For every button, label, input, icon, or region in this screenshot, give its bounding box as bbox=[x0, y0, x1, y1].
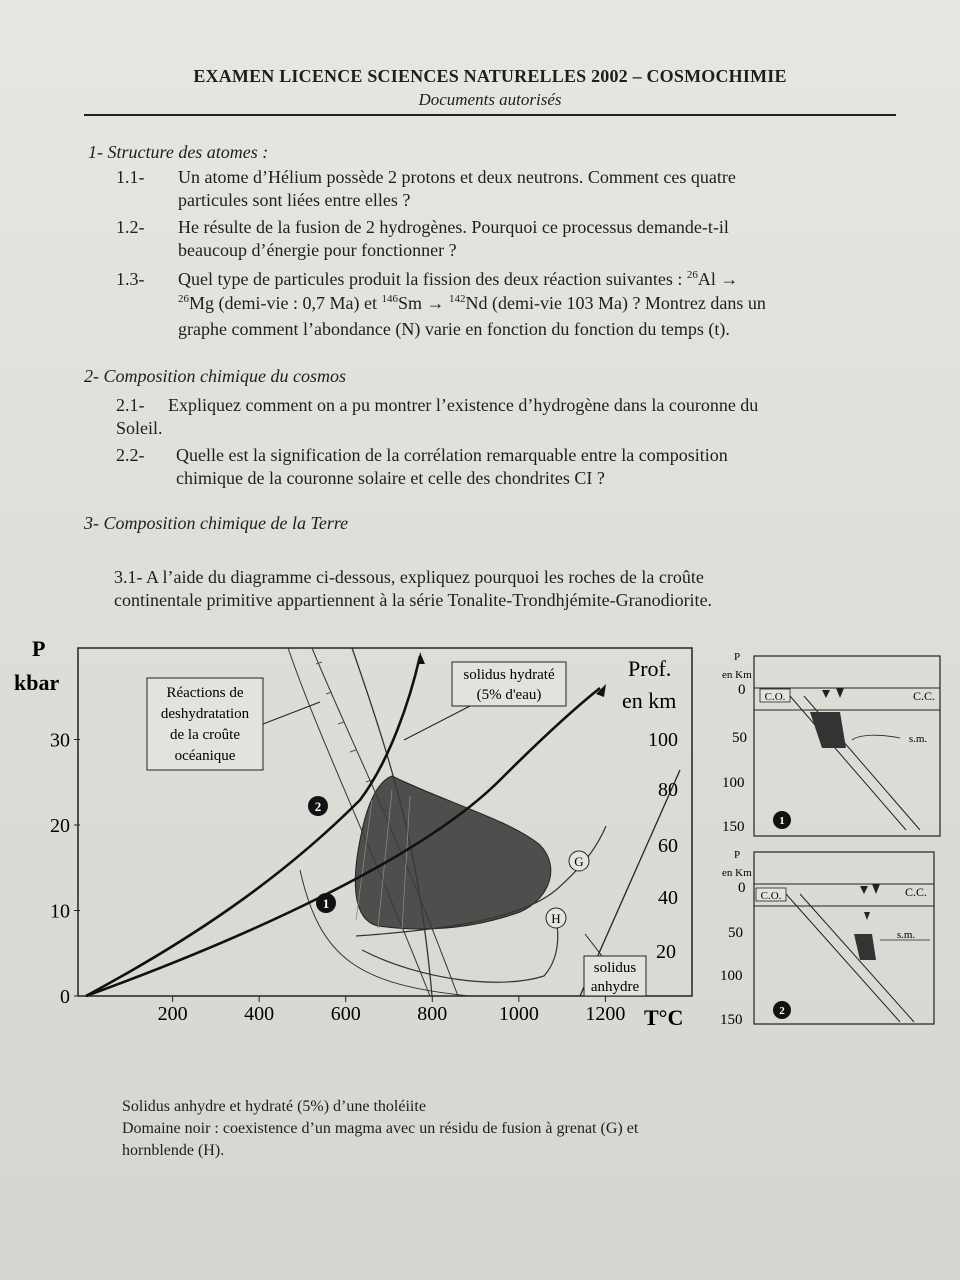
question-number: 1.1- bbox=[116, 167, 145, 187]
isotope-symbol: Al → bbox=[697, 269, 739, 289]
question-text-line: Expliquez comment on a pu montrer l’existence d’hydrogène dans la couronne du bbox=[168, 395, 759, 415]
x-tick-label: 200 bbox=[157, 1003, 188, 1025]
inset-number: 2 bbox=[779, 1005, 785, 1017]
continental-crust-label: C.C. bbox=[912, 689, 936, 703]
subducting-slab bbox=[786, 894, 914, 1022]
x-tick-label: 1000 bbox=[498, 1003, 539, 1025]
slab-melt-zone bbox=[810, 712, 846, 748]
depth-tick-label: 80 bbox=[658, 779, 678, 801]
subduction-inset-1 bbox=[722, 651, 940, 836]
dehydration-leader-line bbox=[263, 702, 320, 724]
question-number: 2.2- bbox=[116, 445, 145, 465]
section-3-heading: 3- Composition chimique de la Terre bbox=[84, 513, 349, 533]
x-tick-label: 1200 bbox=[585, 1003, 626, 1025]
figure-caption-line: Domaine noir : coexistence d’un magma avec un résidu de fusion à grenat (G) et bbox=[122, 1120, 639, 1137]
question-text-line: 3.1- A l’aide du diagramme ci-dessous, expliquez pourquoi les roches de la croûte bbox=[114, 567, 704, 587]
y-tick-label: 0 bbox=[60, 986, 70, 1008]
geotherm-1-number: 1 bbox=[322, 896, 330, 911]
figure-caption-line: hornblende (H). bbox=[122, 1142, 225, 1159]
subduction-inset-2 bbox=[720, 849, 934, 1028]
question-text-line bbox=[178, 292, 766, 315]
question-text: Nd (demi-vie 103 Ma) ? Montrez dans un bbox=[465, 293, 766, 313]
inset-depth-tick: 100 bbox=[722, 775, 745, 791]
garnet-label: G bbox=[574, 854, 584, 869]
depth-tick-label: 20 bbox=[656, 941, 676, 963]
inset-p-label: P bbox=[734, 849, 741, 861]
question-text-line: particules sont liées entre elles ? bbox=[178, 190, 411, 210]
inset-number: 1 bbox=[779, 815, 785, 827]
y-tick-label: 20 bbox=[50, 815, 70, 837]
section-1-heading: 1- Structure des atomes : bbox=[88, 142, 269, 162]
anhydrous-solidus-label-line: anhydre bbox=[590, 979, 640, 995]
question-2-2 bbox=[116, 444, 896, 490]
slab-melt-zone bbox=[854, 934, 876, 960]
oceanic-crust-label: C.O. bbox=[760, 890, 782, 902]
hornblende-label: H bbox=[551, 911, 561, 926]
dehydration-label-line: Réactions de bbox=[166, 685, 244, 701]
inset-depth-tick: 150 bbox=[722, 819, 745, 835]
x-tick-label: 800 bbox=[417, 1003, 448, 1025]
question-1-3 bbox=[116, 268, 896, 344]
isotope-mass: 146 bbox=[381, 293, 398, 305]
sm-label: s.m. bbox=[896, 929, 916, 941]
hydrated-solidus-leader-line bbox=[404, 706, 470, 740]
pt-diagram bbox=[0, 620, 960, 1040]
isotope-mass: 26 bbox=[686, 269, 698, 281]
header-rule bbox=[84, 114, 896, 116]
dehydration-label-line: océanique bbox=[174, 748, 236, 764]
question-text-line: Un atome d’Hélium possède 2 protons et deux neutrons. Comment ces quatre bbox=[178, 167, 736, 187]
y-tick-label: 10 bbox=[50, 900, 70, 923]
question-text: Mg (demi-vie : 0,7 Ma) et bbox=[189, 293, 377, 313]
hydrated-solidus-label-line: (5% d'eau) bbox=[476, 687, 542, 703]
subducting-slab bbox=[790, 696, 920, 830]
depth-axis-ticks bbox=[648, 729, 678, 963]
inset-depth-tick: 50 bbox=[732, 730, 747, 746]
hydrated-solidus-label-line: solidus hydraté bbox=[463, 667, 555, 683]
question-1-1 bbox=[116, 166, 876, 212]
x-tick-label: 400 bbox=[244, 1003, 275, 1025]
geotherm-2-number: 2 bbox=[314, 799, 322, 814]
oceanic-crust-label: C.O. bbox=[764, 691, 786, 703]
question-number: 1.3- bbox=[116, 269, 145, 289]
question-text: Quel type de particules produit la fission des deux réaction suivantes : bbox=[178, 269, 683, 289]
inset-depth-tick: 100 bbox=[720, 968, 743, 984]
anhydrous-solidus-leader-line bbox=[585, 934, 602, 956]
melt-residue-domain bbox=[355, 776, 551, 929]
depth-axis-unit: en km bbox=[622, 688, 677, 713]
depth-tick-label: 40 bbox=[658, 887, 678, 909]
inset-p-unit: en Km bbox=[722, 867, 752, 879]
x-tick-label: 600 bbox=[330, 1003, 361, 1025]
isotope-mass: 142 bbox=[448, 293, 466, 305]
question-number: 1.2- bbox=[116, 217, 145, 237]
question-text-line: Quelle est la signification de la corrélation remarquable entre la composition bbox=[176, 445, 728, 465]
volcano-icon bbox=[822, 688, 844, 698]
sm-label: s.m. bbox=[908, 733, 928, 745]
question-text-line: beaucoup d’énergie pour fonctionner ? bbox=[178, 240, 457, 260]
question-text-line: chimique de la couronne solaire et celle des chondrites CI ? bbox=[176, 468, 605, 488]
y-axis-label: P bbox=[32, 636, 46, 661]
question-text-line: He résulte de la fusion de 2 hydrogènes. Pourquoi ce processus demande-t-il bbox=[178, 217, 729, 237]
figure-caption-line: Solidus anhydre et hydraté (5%) d’une tholéiite bbox=[122, 1098, 426, 1115]
question-number: 2.1- bbox=[116, 395, 145, 415]
inset-p-label: P bbox=[734, 651, 741, 663]
y-axis-unit: kbar bbox=[14, 670, 60, 695]
section-2-heading: 2- Composition chimique du cosmos bbox=[84, 366, 346, 386]
question-text-line: graphe comment l’abondance (N) varie en fonction du fonction du temps (t). bbox=[178, 319, 730, 339]
inset-depth-tick: 0 bbox=[738, 682, 746, 698]
y-tick-label: 30 bbox=[50, 729, 70, 752]
isotope-symbol: Sm → bbox=[397, 293, 445, 313]
question-2-1 bbox=[116, 394, 896, 440]
x-axis-unit: T°C bbox=[644, 1005, 684, 1030]
anhydrous-solidus-label-line: solidus bbox=[593, 960, 637, 976]
dehydration-label-line: deshydratation bbox=[160, 706, 250, 722]
depth-tick-label: 60 bbox=[658, 835, 678, 857]
inset-depth-tick: 150 bbox=[720, 1012, 743, 1028]
inset-depth-tick: 0 bbox=[738, 880, 746, 896]
y-axis-ticks bbox=[50, 730, 80, 1009]
exam-title: EXAMEN LICENCE SCIENCES NATURELLES 2002 – COSMOCHIMIE bbox=[193, 66, 787, 86]
question-text-line: Soleil. bbox=[116, 418, 163, 438]
inset-depth-tick: 50 bbox=[728, 925, 743, 941]
x-axis-ticks bbox=[158, 996, 626, 1025]
depth-tick-label: 100 bbox=[648, 729, 678, 751]
question-text-line: continentale primitive appartiennent à la série Tonalite-Trondhjémite-Granodiorite. bbox=[114, 590, 713, 610]
continental-crust-label: C.C. bbox=[904, 885, 928, 899]
sm-boundary bbox=[852, 735, 900, 740]
volcano-icon bbox=[860, 884, 880, 920]
isotope-mass: 26 bbox=[178, 293, 189, 305]
exam-subtitle: Documents autorisés bbox=[418, 90, 562, 109]
geotherm-2-arrowhead bbox=[418, 652, 425, 664]
depth-axis-label: Prof. bbox=[628, 656, 672, 681]
inset-p-unit: en Km bbox=[722, 669, 752, 681]
question-text-line bbox=[178, 268, 738, 291]
dehydration-label-line: de la croûte bbox=[170, 727, 240, 743]
question-1-2 bbox=[116, 216, 876, 262]
question-3-1 bbox=[114, 566, 904, 612]
